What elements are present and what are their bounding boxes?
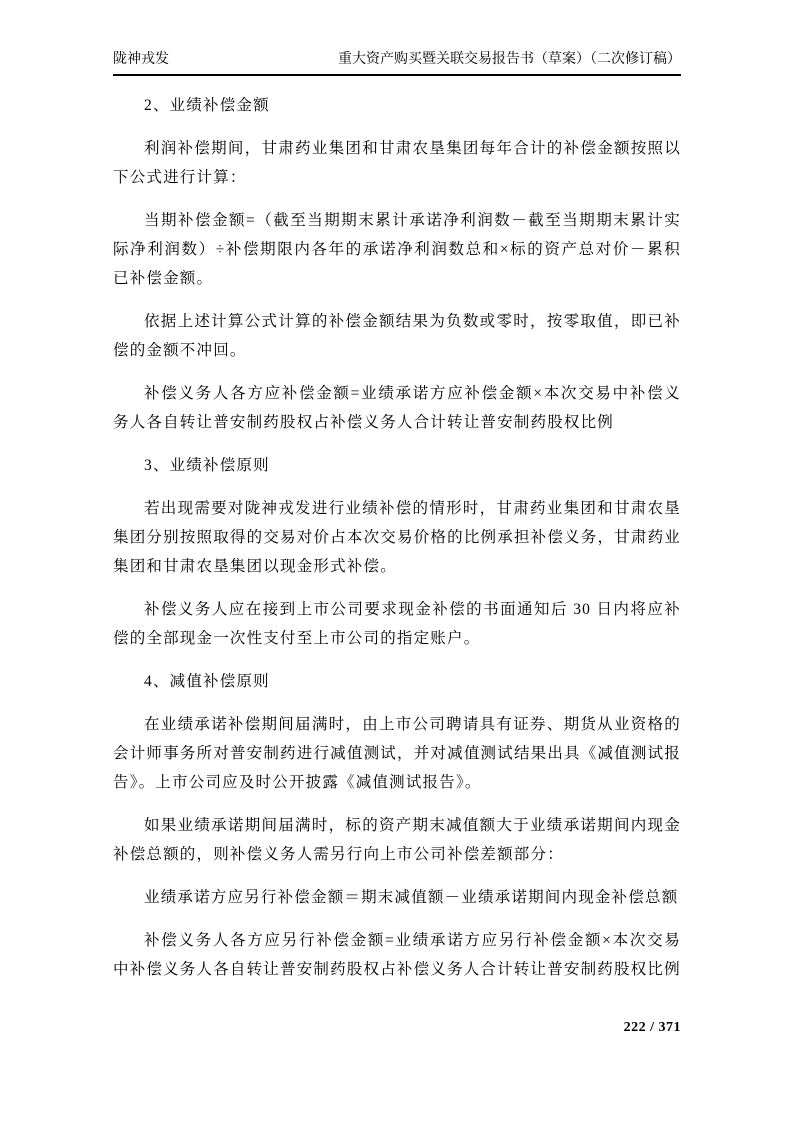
- header-report-title: 重大资产购买暨关联交易报告书（草案）（二次修订稿）: [338, 52, 681, 67]
- paragraph: 当期补偿金额=（截至当期期末累计承诺净利润数－截至当期期末累计实际净利润数）÷补偿期限内各年的承诺净利润数总和×标的资产总对价－累积已补偿金额。: [113, 212, 681, 287]
- document-body: [113, 77, 681, 998]
- section-heading: 3、业绩补偿原则: [144, 457, 270, 474]
- paragraph: 在业绩承诺补偿期间届满时，由上市公司聘请具有证券、期货从业资格的会计师事务所对普安制药进行减值测试，并对减值测试结果出具《减值测试报告》。上市公司应及时公开披露《减值测试报告》。: [113, 716, 681, 791]
- page-header: [113, 50, 681, 76]
- paragraph: 利润补偿期间，甘肃药业集团和甘肃农垦集团每年合计的补偿金额按照以下公式进行计算：: [113, 140, 681, 186]
- section-heading: 4、减值补偿原则: [144, 673, 270, 690]
- paragraph: 业绩承诺方应另行补偿金额＝期末减值额－业绩承诺期间内现金补偿总额: [144, 889, 679, 906]
- paragraph: 如果业绩承诺期间届满时，标的资产期末减值额大于业绩承诺期间内现金补偿总额的，则补偿义务人需另行向上市公司补偿差额部分：: [113, 817, 681, 863]
- paragraph: 补偿义务人应在接到上市公司要求现金补偿的书面通知后 30 日内将应补偿的全部现金一次性支付至上市公司的指定账户。: [113, 601, 681, 647]
- section-heading: 2、业绩补偿金额: [144, 97, 270, 114]
- header-company-name: 陇神戎发: [113, 52, 169, 67]
- paragraph: 若出现需要对陇神戎发进行业绩补偿的情形时，甘肃药业集团和甘肃农垦集团分别按照取得的交易对价占本次交易价格的比例承担补偿义务，甘肃药业集团和甘肃农垦集团以现金形式补偿。: [113, 500, 681, 575]
- paragraph: 补偿义务人各方应另行补偿金额=业绩承诺方应另行补偿金额×本次交易中补偿义务人各自转让普安制药股权占补偿义务人合计转让普安制药股权比例: [113, 932, 681, 978]
- page-number: 222 / 371: [623, 1020, 681, 1035]
- paragraph: 依据上述计算公式计算的补偿金额结果为负数或零时，按零取值，即已补偿的金额不冲回。: [113, 313, 681, 359]
- paragraph: 补偿义务人各方应补偿金额=业绩承诺方应补偿金额×本次交易中补偿义务人各自转让普安制药股权占补偿义务人合计转让普安制药股权比例: [113, 385, 681, 431]
